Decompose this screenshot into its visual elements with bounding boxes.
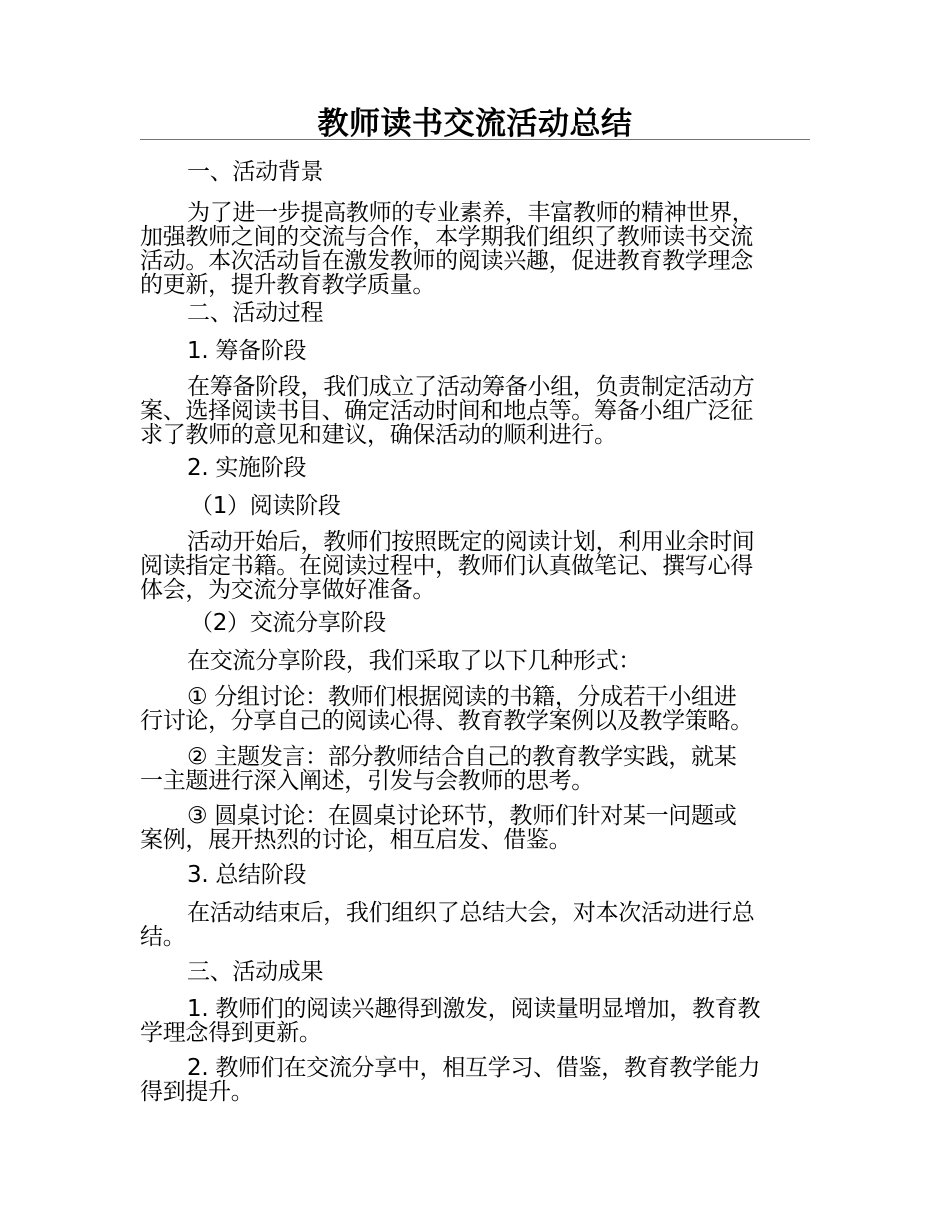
text-line: （1）阅读阶段 bbox=[190, 493, 341, 519]
subheading-implementation bbox=[140, 456, 820, 480]
subheading-preparation bbox=[140, 339, 820, 363]
text-line: 1. 筹备阶段 bbox=[187, 338, 307, 364]
text-line: 在筹备阶段，我们成立了活动筹备小组，负责制定活动方 bbox=[187, 374, 755, 400]
paragraph-keynote bbox=[140, 745, 820, 793]
text-line: 活动。本次活动旨在激发教师的阅读兴趣，促进教育教学理念 bbox=[140, 248, 753, 274]
text-line: 体会，为交流分享做好准备。 bbox=[140, 577, 436, 603]
text-line: ③ 圆桌讨论：在圆桌讨论环节，教师们针对某一问题或 bbox=[187, 803, 737, 829]
text-line: 的更新，提升教育教学质量。 bbox=[140, 272, 436, 298]
text-line: 3. 总结阶段 bbox=[187, 862, 307, 888]
paragraph-result-2 bbox=[140, 1056, 820, 1104]
subheading-sharing bbox=[140, 611, 820, 635]
text-line: 在活动结束后，我们组织了总结大会，对本次活动进行总 bbox=[187, 900, 755, 926]
text-line: 三、活动成果 bbox=[187, 959, 324, 985]
text-line: ② 主题发言：部分教师结合自己的教育教学实践，就某 bbox=[187, 744, 737, 770]
document-title: 教师读书交流活动总结 bbox=[317, 106, 633, 142]
text-line: 求了教师的意见和建议，确保活动的顺利进行。 bbox=[140, 422, 617, 448]
paragraph-group-discussion bbox=[140, 685, 820, 733]
text-line: ① 分组讨论：教师们根据阅读的书籍，分成若干小组进 bbox=[187, 684, 737, 710]
paragraph-roundtable bbox=[140, 804, 820, 852]
text-line: 二、活动过程 bbox=[187, 300, 324, 326]
section-heading-process bbox=[140, 301, 820, 325]
section-heading-results bbox=[140, 960, 820, 984]
paragraph-sharing-intro bbox=[140, 649, 820, 673]
subheading-summary-stage bbox=[140, 863, 820, 887]
paragraph-preparation bbox=[140, 375, 820, 447]
text-line: （2）交流分享阶段 bbox=[190, 610, 386, 636]
text-line: 案、选择阅读书目、确定活动时间和地点等。筹备小组广泛征 bbox=[140, 398, 753, 424]
text-line: 活动开始后，教师们按照既定的阅读计划，利用业余时间 bbox=[187, 529, 755, 555]
text-line: 一主题进行深入阐述，引发与会教师的思考。 bbox=[140, 768, 595, 794]
subheading-reading bbox=[140, 494, 820, 518]
text-line: 阅读指定书籍。在阅读过程中，教师们认真做笔记、撰写心得 bbox=[140, 553, 753, 579]
paragraph-reading bbox=[140, 530, 820, 602]
title-underline bbox=[140, 139, 810, 140]
text-line: 案例，展开热烈的讨论，相互启发、借鉴。 bbox=[140, 827, 572, 853]
text-line: 得到提升。 bbox=[140, 1079, 254, 1105]
paragraph-summary-stage bbox=[140, 901, 820, 949]
section-heading-background bbox=[140, 160, 820, 184]
text-line: 行讨论，分享自己的阅读心得、教育教学案例以及教学策略。 bbox=[140, 708, 753, 734]
text-line: 在交流分享阶段，我们采取了以下几种形式： bbox=[187, 648, 642, 674]
text-line: 结。 bbox=[140, 924, 186, 950]
text-line: 一、活动背景 bbox=[187, 159, 324, 185]
text-line: 为了进一步提高教师的专业素养，丰富教师的精神世界， bbox=[187, 200, 755, 226]
paragraph-result-1 bbox=[140, 997, 820, 1045]
text-line: 2. 实施阶段 bbox=[187, 455, 307, 481]
paragraph-background bbox=[140, 201, 820, 297]
text-line: 学理念得到更新。 bbox=[140, 1020, 322, 1046]
text-line: 2. 教师们在交流分享中，相互学习、借鉴，教育教学能力 bbox=[187, 1055, 761, 1081]
text-line: 1. 教师们的阅读兴趣得到激发，阅读量明显增加，教育教 bbox=[187, 996, 761, 1022]
text-line: 加强教师之间的交流与合作，本学期我们组织了教师读书交流 bbox=[140, 224, 753, 250]
